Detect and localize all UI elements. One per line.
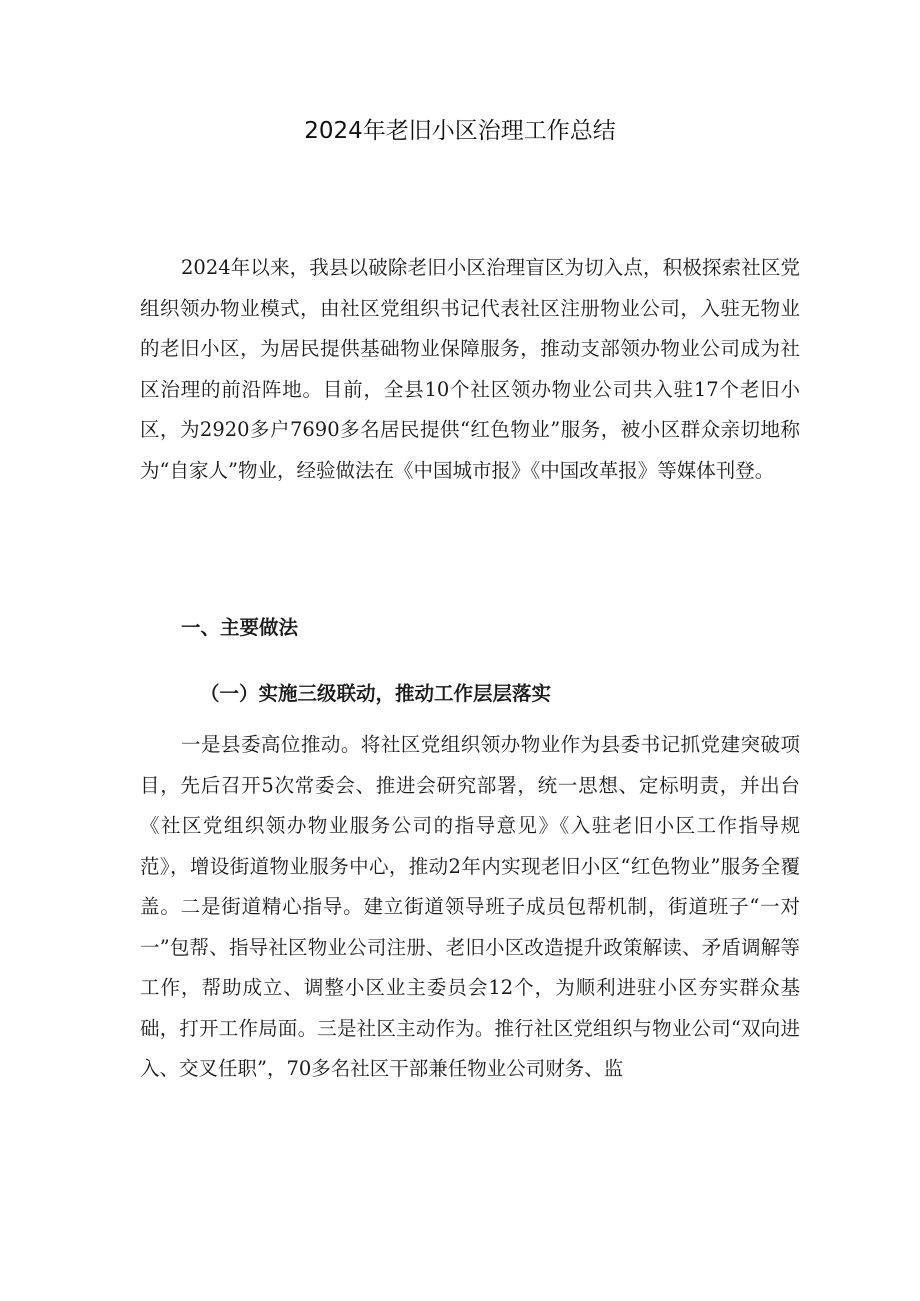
- body-paragraph: 一是县委高位推动。将社区党组织领办物业作为县委书记抓党建突破项目，先后召开5次常委会、推进会研究部署，统一思想、定标明责，并出台《社区党组织领办物业服务公司的指导意见》《入驻老旧小区工作指导规范》，增设街道物业服务中心，推动2年内实现老旧小区“红色物业”服务全覆盖。二是街道精心指导。建立街道领导班子成员包帮机制，街道班子“一对一”包帮、指导社区物业公司注册、老旧小区改造提升政策解读、矛盾调解等工作，帮助成立、调整小区业主委员会12个，为顺利进驻小区夯实群众基础，打开工作局面。三是社区主动作为。推行社区党组织与物业公司“双向进入、交叉任职”，70多名社区干部兼任物业公司财务、监: [140, 733, 800, 1080]
- document-title: 2024年老旧小区治理工作总结: [304, 118, 616, 144]
- section-heading: 一、主要做法: [181, 616, 299, 639]
- intro-paragraph: 2024年以来，我县以破除老旧小区治理盲区为切入点，积极探索社区党组织领办物业模式，由社区党组织书记代表社区注册物业公司，入驻无物业的老旧小区，为居民提供基础物业保障服务，推动支部领办物业公司成为社区治理的前沿阵地。目前，全县10个社区领办物业公司共入驻17个老旧小区，为2920多户7690多名居民提供“红色物业”服务，被小区群众亲切地称为“自家人”物业，经验做法在《中国城市报》《中国改革报》等媒体刊登。: [140, 256, 800, 482]
- subsection-heading: （一）实施三级联动，推动工作层层落实: [200, 682, 552, 705]
